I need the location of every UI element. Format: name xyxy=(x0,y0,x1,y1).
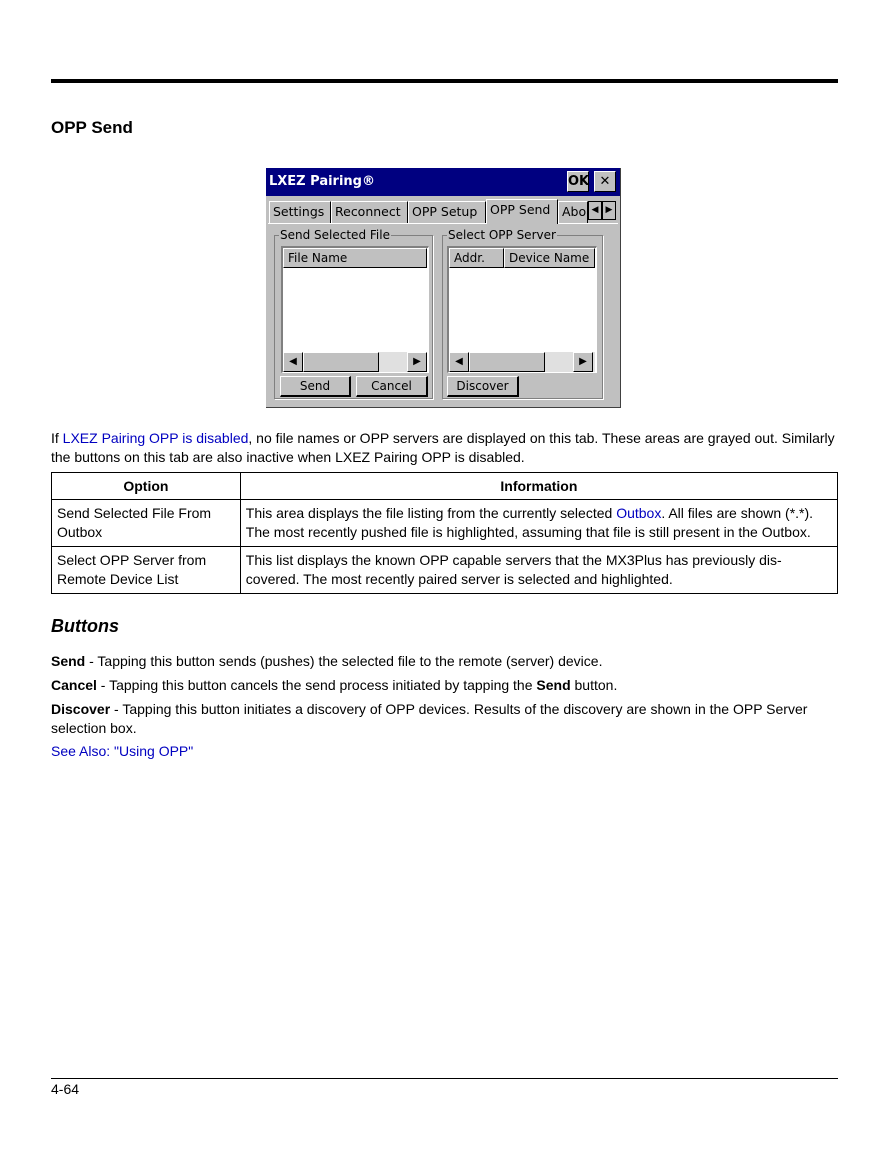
scroll-left-icon[interactable]: ◀ xyxy=(449,352,469,372)
cancel-text: - Tapping this button cancels the send process initiated by tapping the xyxy=(96,677,537,693)
send-term: Send xyxy=(51,653,86,669)
scroll-left-icon[interactable]: ◀ xyxy=(283,352,303,372)
server-list-scrollbar[interactable] xyxy=(449,352,595,372)
header-rule xyxy=(51,79,838,83)
option-column-header: Option xyxy=(52,473,241,500)
buttons-heading: Buttons xyxy=(51,616,119,636)
table-cell-option: Select OPP Server from Remote Device List xyxy=(52,547,241,594)
file-name-column-header[interactable]: File Name xyxy=(283,248,427,268)
table-row xyxy=(52,547,838,594)
device-name-column-header[interactable]: Device Name xyxy=(504,248,595,268)
addr-column-header[interactable]: Addr. xyxy=(449,248,504,268)
send-text: - Tapping this button sends (pushes) the selected file to the remote (server) device. xyxy=(85,653,603,669)
table-cell-information xyxy=(240,500,837,547)
select-opp-server-group xyxy=(442,228,603,399)
lxez-pairing-disabled-link[interactable]: LXEZ Pairing OPP is disabled xyxy=(62,430,249,446)
tab-about[interactable]: Abo xyxy=(558,201,588,223)
table-header-row xyxy=(52,473,838,500)
cancel-description xyxy=(51,676,841,695)
lxez-pairing-screenshot xyxy=(266,168,621,408)
scroll-right-icon[interactable]: ▶ xyxy=(573,352,593,372)
discover-description xyxy=(51,700,841,738)
cancel-button[interactable]: Cancel xyxy=(356,376,428,397)
tab-scroll-left-icon[interactable]: ◀ xyxy=(588,201,602,220)
info-text: This area displays the file listing from the currently selected xyxy=(245,505,617,521)
send-selected-file-label: Send Selected File xyxy=(280,228,390,242)
tab-settings[interactable]: Settings xyxy=(269,201,331,223)
outbox-link[interactable]: Outbox xyxy=(616,505,662,521)
options-table xyxy=(51,472,838,594)
page-number: 4-64 xyxy=(51,1081,80,1097)
discover-text: - Tapping this button initiates a discovery of OPP devices. Results of the discovery are shown in the OPP Server selection box. xyxy=(51,701,808,736)
table-cell-information: This list displays the known OPP capable servers that the MX3Plus has previously dis-covered. The most recently paired server is selected and highlighted. xyxy=(240,547,837,594)
intro-suffix: , no file names or OPP servers are displayed on this tab. These areas are grayed out. Similarly the buttons on this tab are also inactive when LXEZ Pairing OPP is disabled. xyxy=(51,430,835,465)
intro-paragraph xyxy=(51,429,841,467)
close-icon[interactable]: ✕ xyxy=(594,171,616,192)
tab-opp-setup[interactable]: OPP Setup xyxy=(408,201,486,223)
server-list[interactable] xyxy=(447,246,597,373)
tab-scroll-right-icon[interactable]: ▶ xyxy=(602,201,616,220)
tab-page-edge xyxy=(268,223,618,224)
tab-reconnect[interactable]: Reconnect xyxy=(331,201,408,223)
info-text: . All files are shown (*.*). The most recently pushed file is highlighted, assuming that file is still present in the Outbox. xyxy=(245,505,814,540)
file-list-scrollbar[interactable] xyxy=(283,352,427,372)
window-titlebar xyxy=(266,168,620,196)
footer-rule xyxy=(51,1078,838,1079)
file-list[interactable] xyxy=(281,246,429,373)
intro-prefix: If xyxy=(51,430,63,446)
scroll-right-icon[interactable]: ▶ xyxy=(407,352,427,372)
information-column-header: Information xyxy=(240,473,837,500)
see-also-link[interactable]: See Also: "Using OPP" xyxy=(51,743,194,759)
send-button[interactable]: Send xyxy=(280,376,351,397)
tab-opp-send[interactable]: OPP Send xyxy=(486,199,558,224)
ok-button[interactable]: OK xyxy=(567,171,589,192)
section-title: OPP Send xyxy=(51,118,133,137)
window-title: LXEZ Pairing® xyxy=(269,174,375,189)
scroll-thumb[interactable] xyxy=(469,352,545,372)
send-description xyxy=(51,652,841,671)
select-opp-server-label: Select OPP Server xyxy=(448,228,556,242)
send-inline-term: Send xyxy=(536,677,571,693)
scroll-thumb[interactable] xyxy=(303,352,379,372)
cancel-text-end: button. xyxy=(570,677,618,693)
send-selected-file-group xyxy=(274,228,433,399)
discover-term: Discover xyxy=(51,701,111,717)
table-row xyxy=(52,500,838,547)
discover-button[interactable]: Discover xyxy=(447,376,519,397)
table-cell-option: Send Selected File From Outbox xyxy=(52,500,241,547)
cancel-term: Cancel xyxy=(51,677,97,693)
